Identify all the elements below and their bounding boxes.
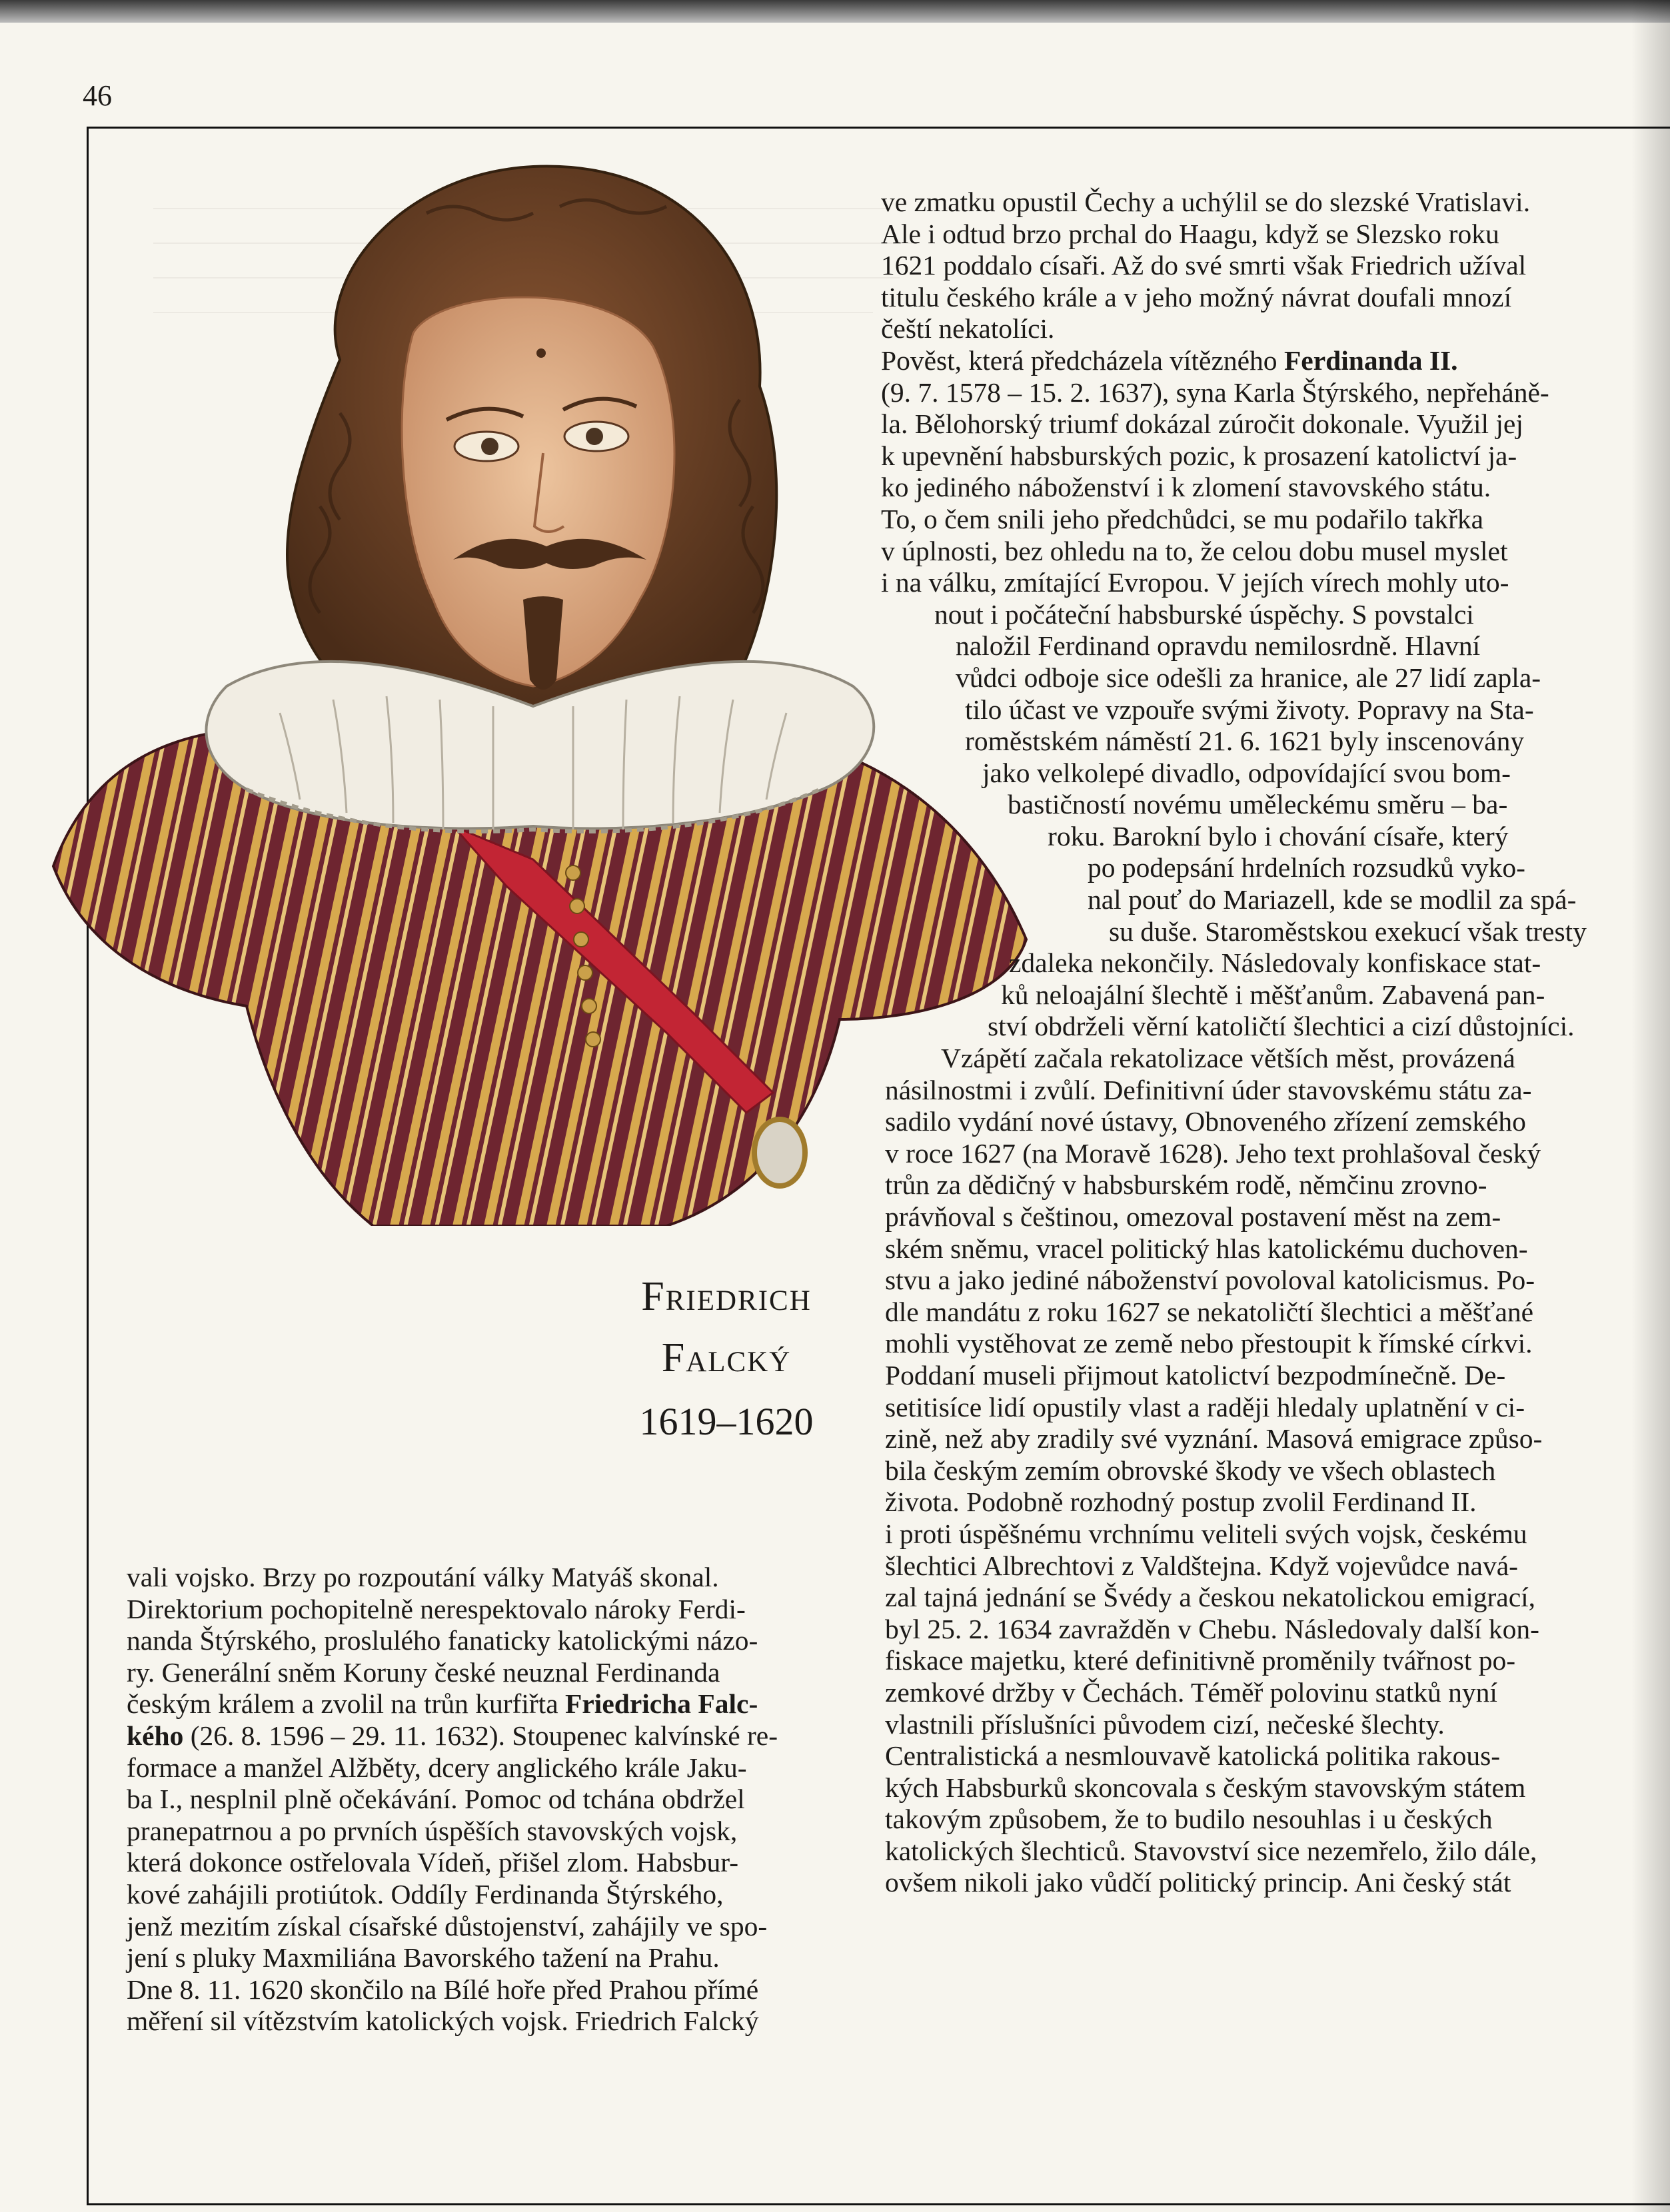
text-line: (9. 7. 1578 – 15. 2. 1637), syna Karla Štýrského, nepřeháně- bbox=[881, 376, 1549, 408]
text-line: ba I., nesplnil plně očekávání. Pomoc od tchána obdržel bbox=[127, 1784, 745, 1815]
caption-reign-years: 1619–1620 bbox=[639, 1400, 814, 1443]
text-line: kých Habsburků skoncovala s českým stavovským státem bbox=[885, 1772, 1526, 1803]
caption-name-line1: Friedrich bbox=[641, 1274, 812, 1319]
text-line: jako velkolepé divadlo, odpovídající svou bom- bbox=[982, 757, 1511, 788]
text-line: ském sněmu, vracel politický hlas katolickému duchoven- bbox=[885, 1233, 1528, 1264]
text-line: formace a manžel Alžběty, dcery anglického krále Jaku- bbox=[127, 1752, 747, 1783]
text-line: zině, než aby zradily své vyznání. Masová emigrace způso- bbox=[885, 1423, 1543, 1454]
text-line: byl 25. 2. 1634 zavražděn v Chebu. Následovaly další kon- bbox=[885, 1613, 1539, 1644]
text-line: jenž mezitím získal císařské důstojenství, zahájily ve spo- bbox=[127, 1910, 768, 1941]
text-line: vlastnili příslušníci původem cizí, nečeské šlechty. bbox=[885, 1708, 1445, 1740]
text-line: nal pouť do Mariazell, kde se modlil za spá- bbox=[1088, 884, 1577, 915]
text-line: i proti úspěšnému vrchnímu veliteli svých vojsk, českému bbox=[885, 1518, 1527, 1549]
text-line: setitisíce lidí opustily vlast a raději hledaly uplatnění v ci- bbox=[885, 1391, 1525, 1422]
text-line: stvu a jako jediné náboženství povoloval katolicismus. Po- bbox=[885, 1265, 1535, 1296]
scan-top-edge bbox=[0, 0, 1670, 23]
right-column-text bbox=[881, 187, 1587, 1899]
portrait-caption bbox=[586, 1266, 866, 1455]
text-line: bila českým zemím obrovské škody ve všech oblastech bbox=[885, 1454, 1496, 1486]
text-line: sadilo vydání nové ústavy, Obnoveného zřízení zemského bbox=[885, 1106, 1526, 1137]
text-line: života. Podobně rozhodný postup zvolil Ferdinand II. bbox=[885, 1486, 1477, 1518]
text-line: kého (26. 8. 1596 – 29. 11. 1632). Stoupenec kalvínské re- bbox=[127, 1720, 778, 1751]
text-line: ko jediného náboženství i k zlomení stavovského státu. bbox=[881, 472, 1491, 503]
text-line: měření sil vítězstvím katolických vojsk. Friedrich Falcký bbox=[127, 2005, 759, 2037]
frame-rule-bottom bbox=[87, 2203, 1670, 2205]
text-line: titulu českého krále a v jeho možný návrat doufali mnozí bbox=[881, 281, 1512, 312]
text-line: Dne 8. 11. 1620 skončilo na Bílé hoře před Prahou přímé bbox=[127, 1973, 759, 2005]
text-line: českým králem a zvolil na trůn kurfiřta Friedricha Falc- bbox=[127, 1688, 758, 1720]
text-line: v úplnosti, bez ohledu na to, že celou dobu musel myslet bbox=[881, 535, 1508, 566]
text-line: To, o čem snili jeho předchůdci, se mu podařilo takřka bbox=[881, 503, 1484, 534]
text-line: nanda Štýrského, proslulého fanaticky katolickými názo- bbox=[127, 1625, 758, 1656]
text-line: násilnostmi i zvůlí. Definitivní úder stavovskému státu za- bbox=[885, 1074, 1532, 1105]
text-line: zal tajná jednání se Švédy a českou nekatolickou emigrací, bbox=[885, 1582, 1536, 1613]
text-line: zemkové držby v Čechách. Téměř polovinu statků nyní bbox=[885, 1676, 1497, 1708]
text-line: roku. Barokní bylo i chování císaře, který bbox=[1048, 820, 1509, 851]
text-line: naložil Ferdinand opravdu nemilosrdně. Hlavní bbox=[956, 630, 1481, 662]
text-line: v roce 1627 (na Moravě 1628). Jeho text prohlašoval český bbox=[885, 1137, 1541, 1169]
text-line: trůn za dědičný v habsburském rodě, němčinu zrovno- bbox=[885, 1169, 1487, 1201]
left-column-text bbox=[127, 1562, 778, 2037]
text-line: Direktorium pochopitelně nerespektovalo nároky Ferdi- bbox=[127, 1593, 746, 1624]
text-line: jení s pluky Maxmiliána Bavorského tažení na Prahu. bbox=[127, 1942, 720, 1973]
frame-rule-top bbox=[87, 127, 1670, 129]
text-line: katolických šlechticů. Stavovství sice nezemřelo, žilo dále, bbox=[885, 1835, 1537, 1866]
text-line: pranepatrnou a po prvních úspěších stavovských vojsk, bbox=[127, 1815, 738, 1846]
bold-name: Friedricha Falc- bbox=[565, 1688, 758, 1720]
text-line: čeští nekatolíci. bbox=[881, 313, 1055, 344]
text-line: Poddaní museli přijmout katolictví bezpodmínečně. De- bbox=[885, 1359, 1506, 1390]
caption-name-line2: Falcký bbox=[661, 1335, 792, 1381]
text-line: fiskace majetku, které definitivně proměnily tvářnost po- bbox=[885, 1645, 1516, 1676]
text-line: tilo účast ve vzpouře svými životy. Popravy na Sta- bbox=[965, 694, 1534, 725]
text-line: i na válku, zmítající Evropou. V jejích vírech mohly uto- bbox=[881, 567, 1509, 598]
text-line: která dokonce ostřelovala Vídeň, přišel zlom. Habsbur- bbox=[127, 1847, 739, 1878]
text-line: šlechtici Albrechtovi z Valdštejna. Když vojevůdce navá- bbox=[885, 1550, 1518, 1581]
text-line: ství obdrželi věrní katoličtí šlechtici a cizí důstojníci. bbox=[988, 1011, 1575, 1042]
text-line: zdaleka nekončily. Následovaly konfiskace stat- bbox=[1009, 947, 1541, 979]
page-number: 46 bbox=[83, 79, 112, 112]
text-line: ry. Generální sněm Koruny české neuznal Ferdinanda bbox=[127, 1656, 720, 1688]
text-line: takovým způsobem, že to budilo nesouhlas i u českých bbox=[885, 1804, 1493, 1835]
text-line: Vzápětí začala rekatolizace větších měst, provázená bbox=[941, 1043, 1515, 1074]
text-line: 1621 poddalo císaři. Až do své smrti však Friedrich užíval bbox=[881, 250, 1527, 281]
text-line: roměstském náměstí 21. 6. 1621 byly inscenovány bbox=[965, 726, 1525, 757]
text-line: ve zmatku opustil Čechy a uchýlil se do slezské Vratislavi. bbox=[881, 187, 1531, 217]
text-line: ků neloajální šlechtě i měšťanům. Zabavená pan- bbox=[1001, 979, 1545, 1010]
bold-name: kého bbox=[127, 1720, 184, 1751]
text-line: su duše. Staroměstskou exekucí však tresty bbox=[1109, 915, 1587, 947]
text-line: la. Bělohorský triumf dokázal zúročit dokonale. Využil jej bbox=[881, 408, 1523, 440]
text-line: Ale i odtud brzo prchal do Haagu, když se Slezsko roku bbox=[881, 218, 1499, 249]
text-line: bastičností novému uměleckému směru – ba- bbox=[1008, 789, 1508, 820]
bold-name: Ferdinanda II. bbox=[1283, 344, 1458, 376]
text-line: dle mandátu z roku 1627 se nekatoličtí šlechtici a měšťané bbox=[885, 1296, 1534, 1327]
text-line: nout i počáteční habsburské úspěchy. S povstalci bbox=[934, 598, 1474, 630]
text-line: vali vojsko. Brzy po rozpoutání války Matyáš skonal. bbox=[127, 1562, 719, 1592]
text-line: vůdci odboje sice odešli za hranice, ale 27 lidí zapla- bbox=[956, 662, 1541, 693]
text-line: ovšem nikoli jako vůdčí politický princip. Ani český stát bbox=[885, 1867, 1511, 1898]
page-edge-shadow bbox=[1631, 0, 1670, 2212]
text-line: k upevnění habsburských pozic, k prosazení katolictví ja- bbox=[881, 440, 1517, 471]
text-line: kové zahájili protiútok. Oddíly Ferdinanda Štýrského, bbox=[127, 1878, 724, 1910]
text-line: právňoval s češtinou, omezoval postavení měst na zem- bbox=[885, 1201, 1501, 1232]
text-line: Pověst, která předcházela vítězného Ferdinanda II. bbox=[881, 344, 1458, 376]
text-line: po podepsání hrdelních rozsudků vyko- bbox=[1088, 852, 1525, 883]
text-line: Centralistická a nesmlouvavě katolická politika rakous- bbox=[885, 1740, 1501, 1772]
text-line: mohli vystěhovat ze země nebo přestoupit k římské církvi. bbox=[885, 1328, 1533, 1359]
